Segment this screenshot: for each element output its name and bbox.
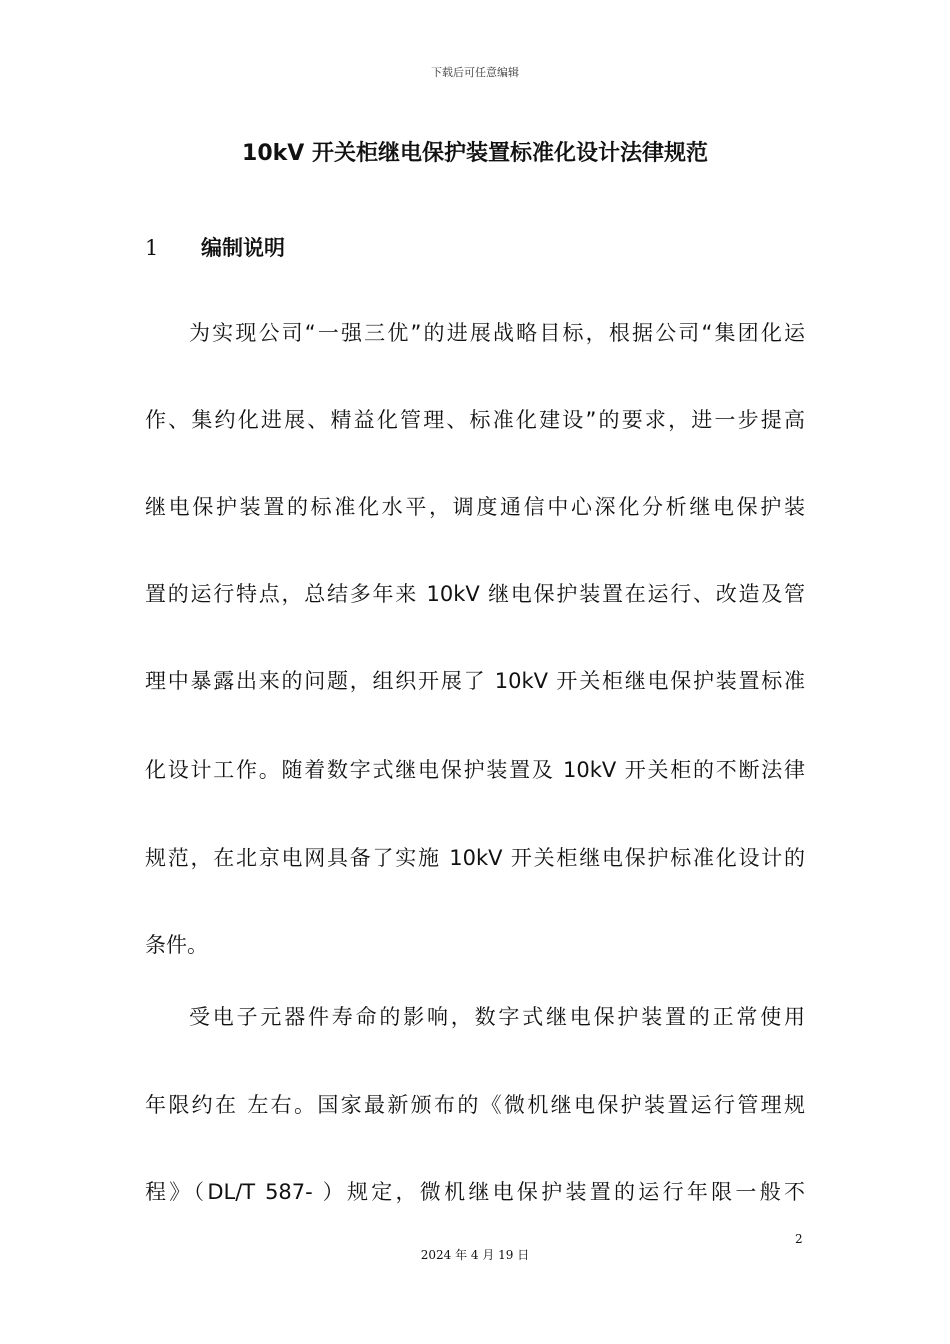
page-number: 2	[795, 1232, 803, 1246]
paragraph-line: 年限约在 左右。国家最新颁布的《微机继电保护装置运行管理规	[145, 1093, 805, 1117]
paragraph-line: 作、集约化进展、精益化管理、标准化建设”的要求，进一步提高	[145, 408, 805, 432]
paragraph-line: 受电子元器件寿命的影响，数字式继电保护装置的正常使用	[189, 1005, 805, 1029]
paragraph-line: 程》（DL/T 587- ）规定，微机继电保护装置的运行年限一般不	[145, 1180, 805, 1204]
paragraph-line: 条件。	[145, 933, 208, 957]
paragraph-line: 置的运行特点，总结多年来 10kV 继电保护装置在运行、改造及管	[145, 582, 805, 606]
paragraph-line: 继电保护装置的标准化水平，调度通信中心深化分析继电保护装	[145, 495, 805, 519]
paragraph-line: 规范，在北京电网具备了实施 10kV 开关柜继电保护标准化设计的	[145, 846, 805, 870]
paragraph-line: 理中暴露出来的问题，组织开展了 10kV 开关柜继电保护装置标准	[145, 669, 805, 693]
page-header: 下载后可任意编辑	[431, 66, 519, 79]
paragraph-line: 化设计工作。随着数字式继电保护装置及 10kV 开关柜的不断法律	[145, 758, 805, 782]
section-number: 1	[145, 236, 159, 260]
section-label: 编制说明	[201, 236, 285, 260]
document-title: 10kV 开关柜继电保护装置标准化设计法律规范	[242, 141, 708, 166]
footer-date: 2024 年 4 月 19 日	[420, 1248, 530, 1262]
section-heading	[145, 232, 285, 262]
paragraph-line: 为实现公司“一强三优”的进展战略目标，根据公司“集团化运	[189, 321, 805, 345]
